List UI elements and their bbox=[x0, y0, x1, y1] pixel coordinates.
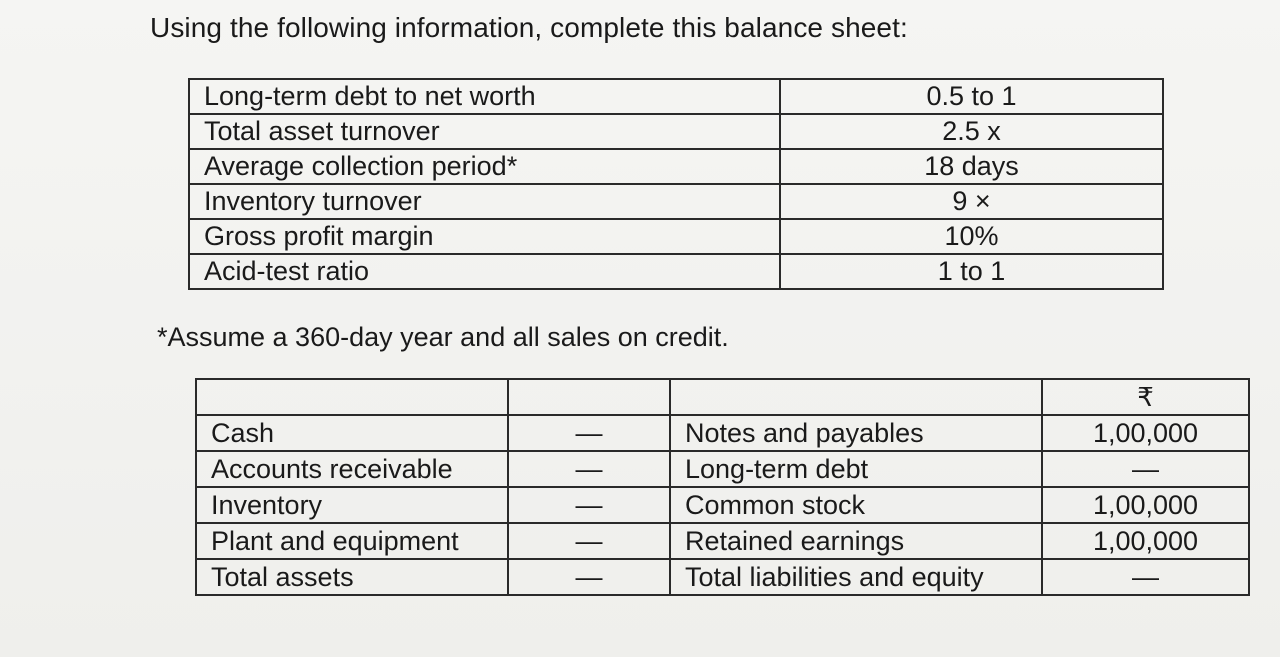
liability-value: — bbox=[1042, 559, 1249, 595]
ratio-row bbox=[189, 254, 1163, 289]
asset-label: Inventory bbox=[196, 487, 508, 523]
ratio-label: Total asset turnover bbox=[189, 114, 780, 149]
header-cell-empty bbox=[196, 379, 508, 415]
liability-label: Total liabilities and equity bbox=[670, 559, 1042, 595]
ratio-label: Gross profit margin bbox=[189, 219, 780, 254]
ratio-row bbox=[189, 184, 1163, 219]
footnote: *Assume a 360-day year and all sales on credit. bbox=[157, 322, 729, 352]
asset-label: Accounts receivable bbox=[196, 451, 508, 487]
asset-label: Total assets bbox=[196, 559, 508, 595]
table-row bbox=[196, 415, 1249, 451]
ratio-row bbox=[189, 149, 1163, 184]
liability-value: 1,00,000 bbox=[1042, 415, 1249, 451]
liability-label: Common stock bbox=[670, 487, 1042, 523]
asset-value: — bbox=[508, 487, 670, 523]
ratio-value: 10% bbox=[780, 219, 1163, 254]
ratio-row bbox=[189, 79, 1163, 114]
ratio-row bbox=[189, 219, 1163, 254]
liability-label: Long-term debt bbox=[670, 451, 1042, 487]
table-row bbox=[196, 451, 1249, 487]
header-cell-empty bbox=[508, 379, 670, 415]
header-cell-empty bbox=[670, 379, 1042, 415]
ratio-table bbox=[188, 78, 1164, 290]
ratio-label: Acid-test ratio bbox=[189, 254, 780, 289]
liability-value: 1,00,000 bbox=[1042, 487, 1249, 523]
asset-label: Cash bbox=[196, 415, 508, 451]
liability-label: Notes and payables bbox=[670, 415, 1042, 451]
currency-symbol-cell bbox=[1042, 379, 1249, 415]
table-row bbox=[196, 559, 1249, 595]
ratio-value: 9 × bbox=[780, 184, 1163, 219]
ratio-label: Long-term debt to net worth bbox=[189, 79, 780, 114]
ratio-value: 18 days bbox=[780, 149, 1163, 184]
liability-label: Retained earnings bbox=[670, 523, 1042, 559]
liability-value: — bbox=[1042, 451, 1249, 487]
balance-sheet-table bbox=[195, 378, 1250, 596]
balance-sheet-header-row bbox=[196, 379, 1249, 415]
ratio-row bbox=[189, 114, 1163, 149]
ratio-label: Inventory turnover bbox=[189, 184, 780, 219]
asset-label: Plant and equipment bbox=[196, 523, 508, 559]
table-row bbox=[196, 523, 1249, 559]
asset-value: — bbox=[508, 451, 670, 487]
ratio-value: 1 to 1 bbox=[780, 254, 1163, 289]
rupee-icon: ₹ bbox=[1137, 382, 1154, 413]
ratio-value: 0.5 to 1 bbox=[780, 79, 1163, 114]
ratio-value: 2.5 x bbox=[780, 114, 1163, 149]
page-heading: Using the following information, complete this balance sheet: bbox=[150, 12, 908, 43]
table-row bbox=[196, 487, 1249, 523]
asset-value: — bbox=[508, 559, 670, 595]
liability-value: 1,00,000 bbox=[1042, 523, 1249, 559]
asset-value: — bbox=[508, 415, 670, 451]
ratio-label: Average collection period* bbox=[189, 149, 780, 184]
asset-value: — bbox=[508, 523, 670, 559]
